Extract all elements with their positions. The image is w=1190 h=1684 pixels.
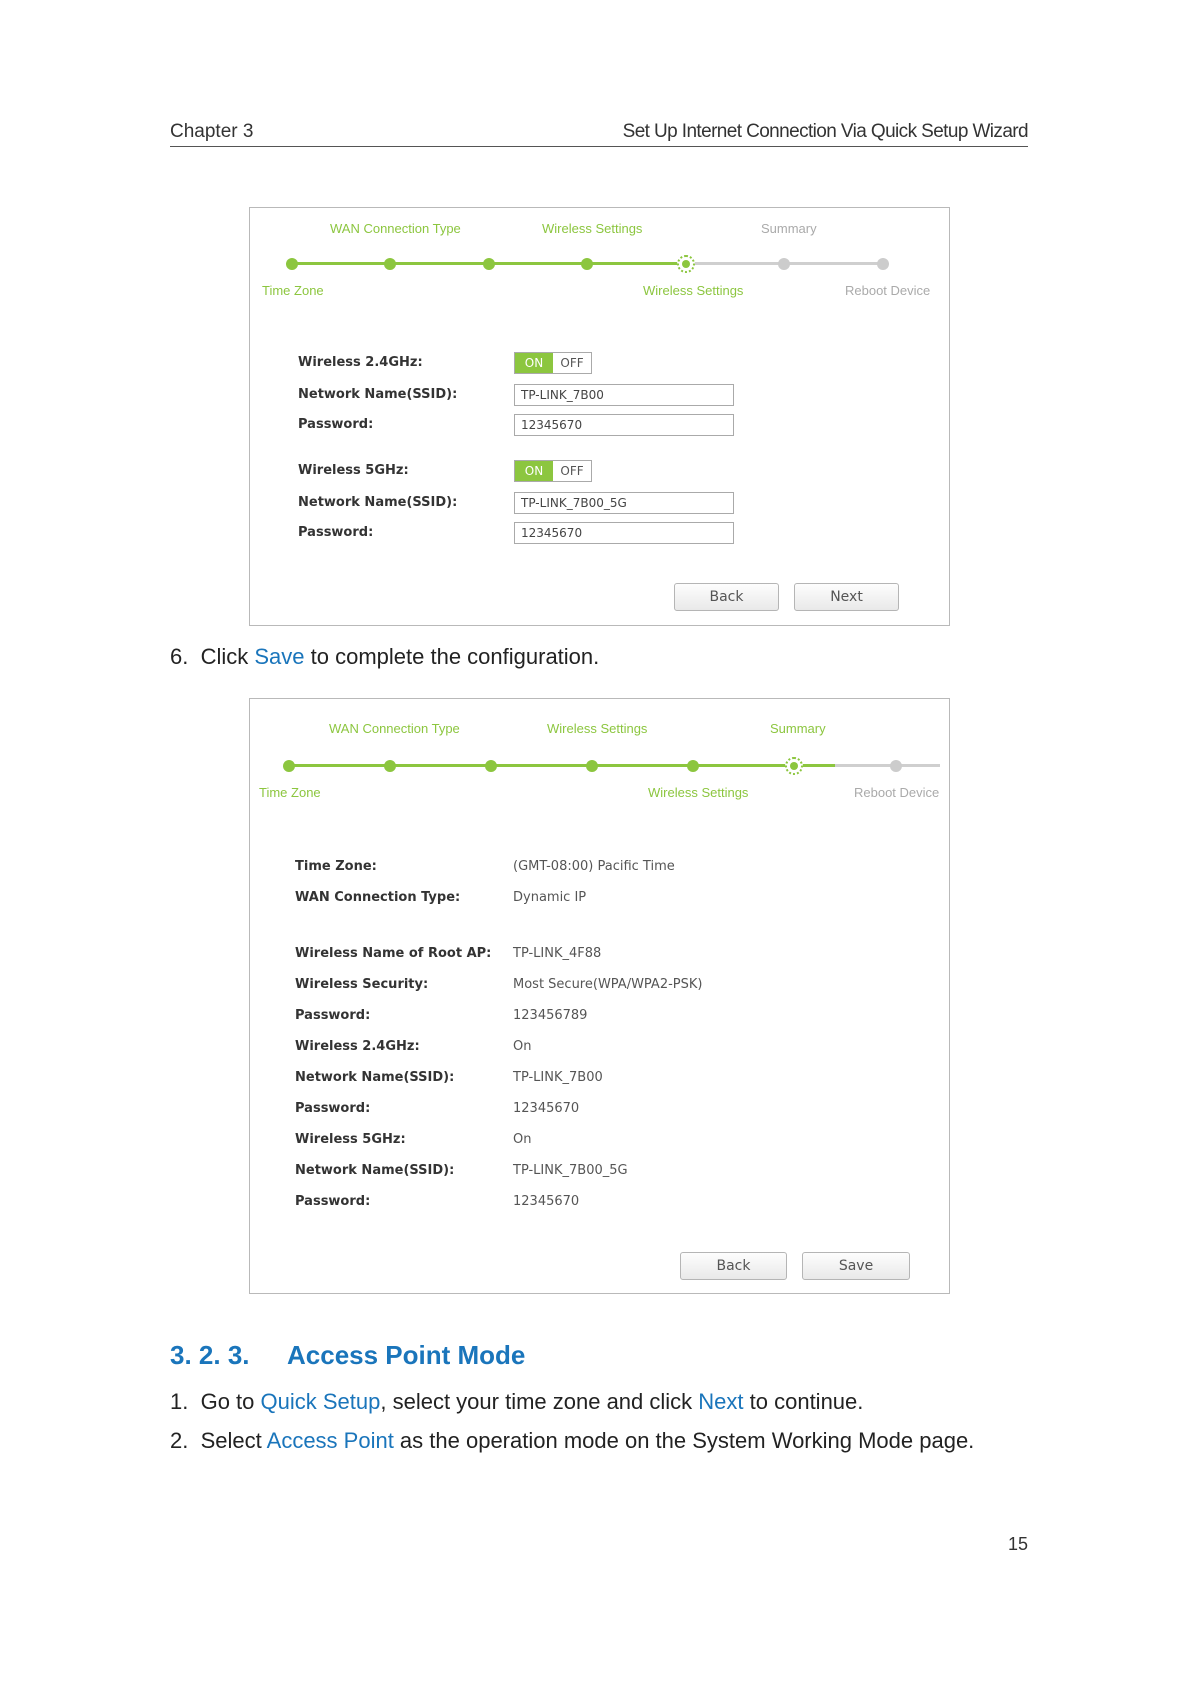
step-text: as the operation mode on the System Working Mode page. <box>393 1428 975 1453</box>
summary-label: Network Name(SSID): <box>295 1070 455 1085</box>
summary-label: Wireless Security: <box>295 977 429 992</box>
step-dot <box>483 258 495 270</box>
step-dot <box>586 760 598 772</box>
wizard-summary-screenshot <box>249 698 950 1294</box>
summary-value: 12345670 <box>513 1194 580 1209</box>
wireless-5-toggle[interactable] <box>514 460 592 482</box>
running-title: Set Up Internet Connection Via Quick Setup Wizard <box>622 121 1028 142</box>
step-dot <box>283 760 295 772</box>
summary-value: Most Secure(WPA/WPA2-PSK) <box>513 977 703 992</box>
wireless-24-toggle[interactable] <box>514 352 592 374</box>
step-dot <box>384 760 396 772</box>
summary-label: Wireless 2.4GHz: <box>295 1039 420 1054</box>
step-label-summary: Summary <box>761 221 817 236</box>
step-dot <box>778 258 790 270</box>
wireless-5-label: Wireless 5GHz: <box>298 463 409 478</box>
quick-setup-link: Quick Setup <box>260 1389 381 1414</box>
step-label-summary: Summary <box>770 721 826 736</box>
ssid-24-input[interactable]: TP-LINK_7B00 <box>514 384 734 406</box>
step-label-time-zone: Time Zone <box>259 785 321 800</box>
current-step-dot <box>785 757 803 775</box>
summary-value: TP-LINK_4F88 <box>513 946 602 961</box>
summary-label: Network Name(SSID): <box>295 1163 455 1178</box>
toggle-on[interactable]: ON <box>515 353 553 373</box>
progress-track-done <box>289 764 835 767</box>
toggle-off[interactable]: OFF <box>553 353 591 373</box>
toggle-off[interactable]: OFF <box>553 461 591 481</box>
current-step-dot <box>677 255 695 273</box>
summary-label: Wireless 5GHz: <box>295 1132 406 1147</box>
step-dot <box>877 258 889 270</box>
page-number: 15 <box>1007 1534 1028 1554</box>
summary-value: (GMT-08:00) Pacific Time <box>513 859 675 874</box>
back-button[interactable]: Back <box>680 1252 787 1280</box>
step-label-wireless-settings: Wireless Settings <box>547 721 648 736</box>
chapter-label: Chapter 3 <box>170 121 254 142</box>
summary-value: 12345670 <box>513 1101 580 1116</box>
step-1-text <box>170 1389 863 1415</box>
summary-label: Password: <box>295 1194 371 1209</box>
ssid-5-label: Network Name(SSID): <box>298 495 458 510</box>
summary-value: Dynamic IP <box>513 890 587 905</box>
save-link: Save <box>254 644 305 669</box>
wireless-24-label: Wireless 2.4GHz: <box>298 355 423 370</box>
summary-label: Password: <box>295 1008 371 1023</box>
step-text: Go to <box>200 1389 261 1414</box>
step-2-text <box>170 1428 974 1454</box>
header-rule <box>170 146 1028 147</box>
summary-value: TP-LINK_7B00_5G <box>513 1163 628 1178</box>
step-label-wireless-settings-2: Wireless Settings <box>648 785 749 800</box>
step-label-time-zone: Time Zone <box>262 283 324 298</box>
step-label-reboot-device: Reboot Device <box>845 283 931 298</box>
step-label-reboot-device: Reboot Device <box>854 785 940 800</box>
password-5-label: Password: <box>298 525 374 540</box>
step-number: 6. <box>170 644 189 669</box>
summary-value: TP-LINK_7B00 <box>513 1070 603 1085</box>
summary-value: 123456789 <box>513 1008 588 1023</box>
password-24-input[interactable]: 12345670 <box>514 414 734 436</box>
next-button[interactable]: Next <box>794 583 899 611</box>
ssid-5-input[interactable]: TP-LINK_7B00_5G <box>514 492 734 514</box>
summary-label: WAN Connection Type: <box>295 890 461 905</box>
step-text: , select your time zone and click <box>380 1389 699 1414</box>
step-label-wan-connection-type: WAN Connection Type <box>330 221 461 236</box>
summary-value: On <box>513 1039 532 1054</box>
password-24-label: Password: <box>298 417 374 432</box>
step-dot <box>485 760 497 772</box>
step-label-wireless-settings-2: Wireless Settings <box>643 283 744 298</box>
step-label-wan-connection-type: WAN Connection Type <box>329 721 460 736</box>
password-5-input[interactable]: 12345670 <box>514 522 734 544</box>
step-text: Click <box>200 644 255 669</box>
summary-label: Time Zone: <box>295 859 377 874</box>
step-number: 1. <box>170 1389 189 1414</box>
step-dot <box>384 258 396 270</box>
step-dot <box>286 258 298 270</box>
section-title: Access Point Mode <box>287 1340 526 1370</box>
next-link: Next <box>698 1389 744 1414</box>
step-dot <box>581 258 593 270</box>
summary-label: Wireless Name of Root AP: <box>295 946 492 961</box>
step-text: to complete the configuration. <box>304 644 600 669</box>
back-button[interactable]: Back <box>674 583 779 611</box>
step-dot <box>687 760 699 772</box>
save-button[interactable]: Save <box>802 1252 910 1280</box>
toggle-on[interactable]: ON <box>515 461 553 481</box>
section-number: 3. 2. 3. <box>170 1340 250 1370</box>
step-text: Select <box>200 1428 267 1453</box>
step-text: to continue. <box>743 1389 864 1414</box>
step-number: 2. <box>170 1428 189 1453</box>
summary-label: Password: <box>295 1101 371 1116</box>
progress-track-remaining <box>835 764 940 767</box>
step-6-text <box>170 644 599 670</box>
access-point-link: Access Point <box>266 1428 394 1453</box>
wizard-wireless-settings-screenshot <box>249 207 950 626</box>
step-label-wireless-settings: Wireless Settings <box>542 221 643 236</box>
summary-value: On <box>513 1132 532 1147</box>
step-dot <box>890 760 902 772</box>
ssid-24-label: Network Name(SSID): <box>298 387 458 402</box>
